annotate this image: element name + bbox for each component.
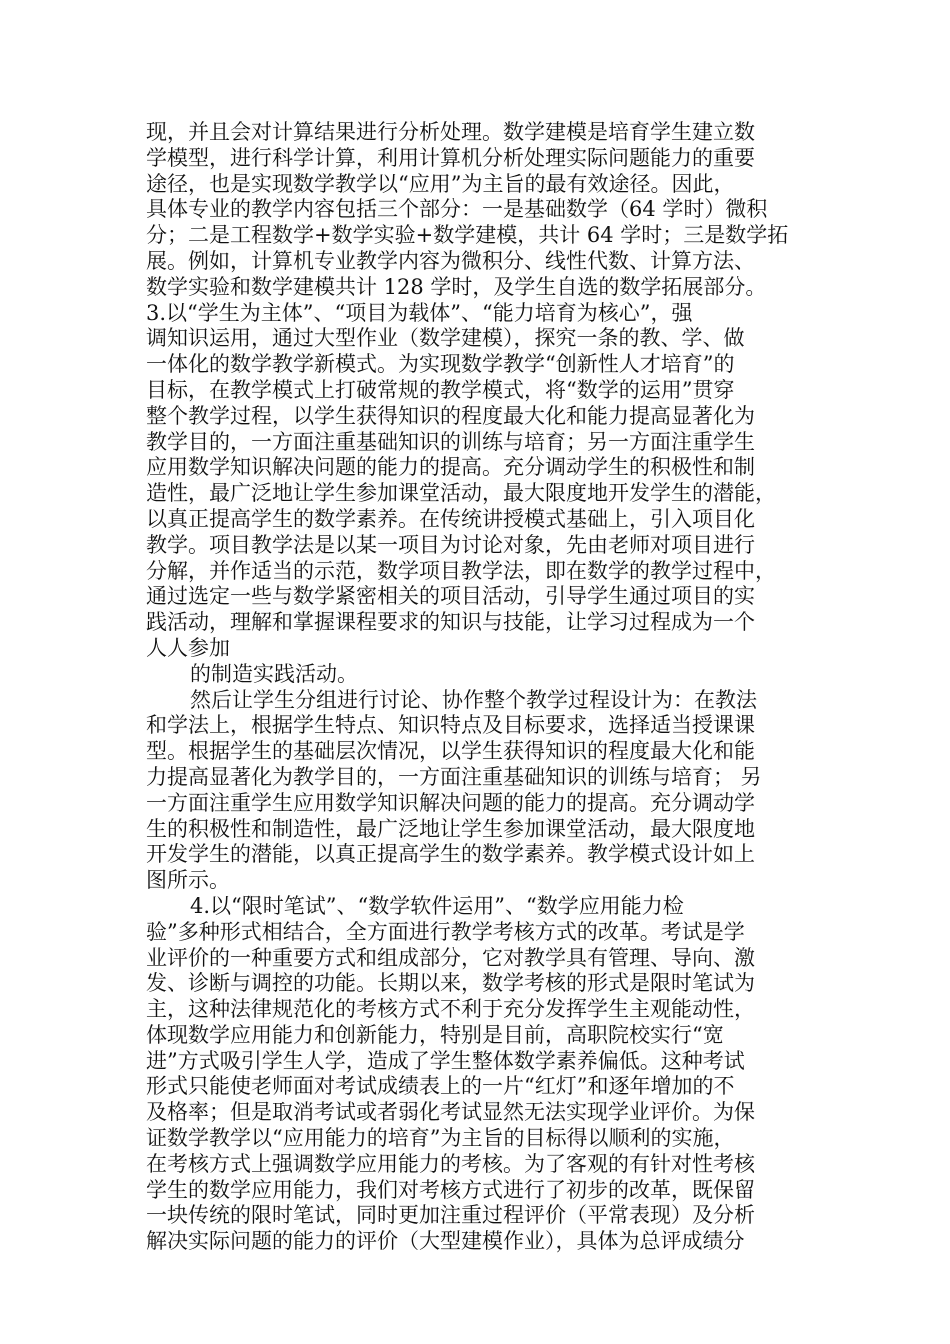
text-line: 验”多种形式相结合，全方面进行教学考核方式的改革。考试是学 <box>146 919 745 944</box>
text-line: 证数学教学以“应用能力的培育”为主旨的目标得以顺利的实施， <box>146 1126 735 1151</box>
text-line: 开发学生的潜能，以真正提高学生的数学素养。教学模式设计如上 <box>146 842 755 867</box>
text-line: 分解，并作适当的示范，数学项目教学法，即在数学的教学过程中， <box>146 558 776 583</box>
text-line: 造性，最广泛地让学生参加课堂活动，最大限度地开发学生的潜能， <box>146 481 776 506</box>
text-line: 业评价的一种重要方式和组成部分，它对教学具有管理、导向、激 <box>146 945 755 970</box>
text-line: 分；二是工程数学+数学实验+数学建模，共计 64 学时；三是数学拓 <box>146 223 789 248</box>
text-line: 目标，在教学模式上打破常规的教学模式，将“数学的运用”贯穿 <box>146 377 735 402</box>
text-line: 体现数学应用能力和创新能力，特别是目前，高职院校实行“宽 <box>146 1022 724 1047</box>
text-line: 现，并且会对计算结果进行分析处理。数学建模是培育学生建立数 <box>146 120 755 144</box>
text-line: 图所示。 <box>146 868 230 893</box>
text-line: 4.以“限时笔试”、“数学软件运用”、“数学应用能力检 <box>190 893 684 918</box>
text-line: 以真正提高学生的数学素养。在传统讲授模式基础上，引入项目化 <box>146 506 755 531</box>
text-line: 的制造实践活动。 <box>190 661 358 686</box>
text-line: 然后让学生分组进行讨论、协作整个教学过程设计为：在教法 <box>190 687 757 712</box>
text-line: 及格率；但是取消考试或者弱化考试显然无法实现学业评价。为保 <box>146 1100 755 1125</box>
text-line: 教学目的，一方面注重基础知识的训练与培育；另一方面注重学生 <box>146 429 755 454</box>
text-line: 应用数学知识解决问题的能力的提高。充分调动学生的积极性和制 <box>146 455 755 480</box>
text-line: 展。例如，计算机专业教学内容为微积分、线性代数、计算方法、 <box>146 248 755 273</box>
text-line: 一体化的数学教学新模式。为实现数学教学“创新性人才培育”的 <box>146 352 735 377</box>
text-line: 形式只能使老师面对考试成绩表上的一片“红灯”和逐年增加的不 <box>146 1074 735 1099</box>
text-line: 在考核方式上强调数学应用能力的考核。为了客观的有针对性考核 <box>146 1151 755 1176</box>
text-line: 主，这种法律规范化的考核方式不利于充分发挥学生主观能动性， <box>146 997 755 1022</box>
text-line: 整个教学过程，以学生获得知识的程度最大化和能力提高显著化为 <box>146 403 755 428</box>
document-body <box>146 120 810 1255</box>
text-line: 生的积极性和制造性，最广泛地让学生参加课堂活动，最大限度地 <box>146 816 755 841</box>
text-line: 一块传统的限时笔试，同时更加注重过程评价（平常表现）及分析 <box>146 1203 755 1228</box>
text-line: 型。根据学生的基础层次情况，以学生获得知识的程度最大化和能 <box>146 739 755 764</box>
text-line: 解决实际问题的能力的评价（大型建模作业），具体为总评成绩分 <box>146 1229 745 1254</box>
text-line: 具体专业的教学内容包括三个部分：一是基础数学（64 学时）微积 <box>146 197 768 222</box>
text-line: 途径，也是实现数学教学以“应用”为主旨的最有效途径。因此， <box>146 171 735 196</box>
text-line: 践活动，理解和掌握课程要求的知识与技能，让学习过程成为一个 <box>146 610 755 635</box>
text-line: 人人参加 <box>146 635 230 660</box>
text-line: 学生的数学应用能力，我们对考核方式进行了初步的改革，既保留 <box>146 1177 755 1202</box>
text-line: 进”方式吸引学生人学，造成了学生整体数学素养偏低。这种考试 <box>146 1048 745 1073</box>
text-line: 教学。项目教学法是以某一项目为讨论对象，先由老师对项目进行 <box>146 532 755 557</box>
text-line: 调知识运用，通过大型作业（数学建模），探究一条的教、学、做 <box>146 326 745 351</box>
text-line: 学模型，进行科学计算，利用计算机分析处理实际问题能力的重要 <box>146 145 755 170</box>
text-line: 和学法上，根据学生特点、知识特点及目标要求，选择适当授课课 <box>146 713 755 738</box>
text-line: 一方面注重学生应用数学知识解决问题的能力的提高。充分调动学 <box>146 790 755 815</box>
text-line: 力提高显著化为教学目的，一方面注重基础知识的训练与培育； 另 <box>146 764 762 789</box>
text-line: 通过选定一些与数学紧密相关的项目活动，引导学生通过项目的实 <box>146 584 755 609</box>
text-line: 3.以“学生为主体”、“项目为载体”、“能力培育为核心”，强 <box>146 300 693 325</box>
text-line: 数学实验和数学建模共计 128 学时，及学生自选的数学拓展部分。 <box>146 274 767 299</box>
text-line: 发、诊断与调控的功能。长期以来，数学考核的形式是限时笔试为 <box>146 971 755 996</box>
